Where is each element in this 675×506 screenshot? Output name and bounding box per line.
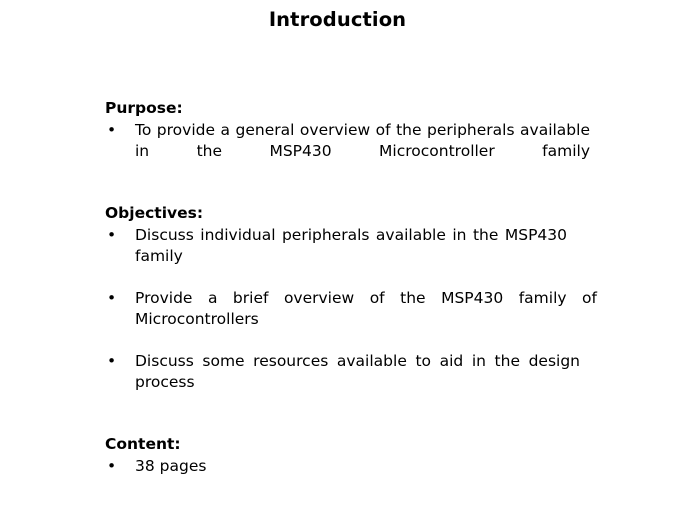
list-item — [105, 456, 575, 477]
bullet-text: To provide a general overview of the peripherals available in the MSP430 Microcontroller family — [135, 120, 590, 160]
slide-title: Introduction — [268, 8, 407, 31]
list-item — [105, 351, 580, 414]
bullet-text: Discuss some resources available to aid in the design process — [135, 351, 580, 391]
list-item — [105, 225, 575, 288]
bullet-point-icon: • — [107, 225, 117, 244]
section-content — [105, 434, 575, 477]
section-purpose — [105, 98, 590, 183]
section-heading-content: Content: — [105, 434, 181, 453]
bullet-point-icon: • — [107, 351, 117, 370]
slide-body — [105, 98, 597, 477]
bullet-text: 38 pages — [135, 456, 207, 475]
list-item — [105, 120, 590, 183]
list-item — [105, 288, 597, 351]
bullet-text: Provide a brief overview of the MSP430 family of Microcontrollers — [135, 288, 597, 328]
bullet-list-content — [105, 456, 575, 477]
bullet-text: Discuss individual peripherals available in the MSP430 family — [135, 225, 567, 265]
bullet-point-icon: • — [107, 288, 117, 307]
section-heading-purpose: Purpose: — [105, 99, 183, 117]
section-heading-objectives: Objectives: — [105, 203, 204, 222]
section-objectives — [105, 203, 597, 414]
bullet-point-icon: • — [107, 456, 117, 475]
bullet-list-objectives — [105, 225, 597, 414]
bullet-list-purpose — [105, 120, 590, 183]
bullet-point-icon: • — [107, 120, 117, 139]
